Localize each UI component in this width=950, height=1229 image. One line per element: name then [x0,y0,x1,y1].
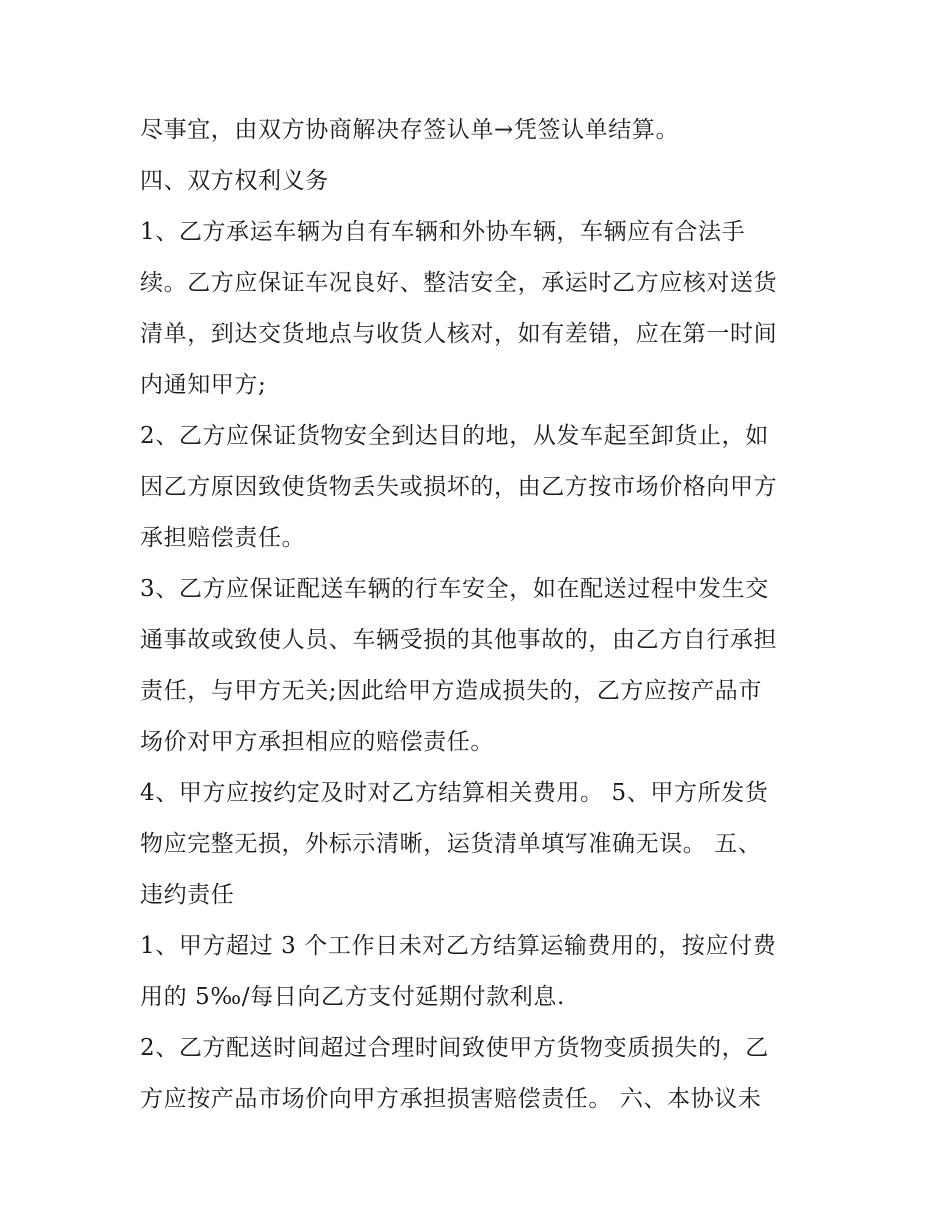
text-line: 1、乙方承运车辆为自有车辆和外协车辆，车辆应有合法手 [140,219,746,245]
text-line: 续。乙方应保证车况良好、整洁安全，承运时乙方应核对送货 [140,270,778,296]
section-heading: 违约责任 [140,882,235,908]
text-line: 3、乙方应保证配送车辆的行车安全，如在配送过程中发生交 [140,576,769,602]
text-line: 4、甲方应按约定及时对乙方结算相关费用。 5、甲方所发货 [140,780,769,806]
text-line: 因乙方原因致使货物丢失或损坏的，由乙方按市场价格向甲方 [140,474,778,500]
text-line: 尽事宜，由双方协商解决存签认单→凭签认单结算。 [140,117,680,143]
text-line: 方应按产品市场价向甲方承担损害赔偿责任。 六、本协议未 [140,1086,762,1112]
text-line: 用的 5‰/每日向乙方支付延期付款利息. [140,984,565,1010]
text-line: 场价对甲方承担相应的赔偿责任。 [140,729,494,755]
text-line: 2、乙方配送时间超过合理时间致使甲方货物变质损失的，乙 [140,1035,769,1061]
text-line: 通事故或致使人员、车辆受损的其他事故的，由乙方自行承担 [140,627,778,653]
text-line: 责任，与甲方无关;因此给甲方造成损失的，乙方应按产品市 [140,678,762,704]
text-line: 内通知甲方; [140,372,267,398]
text-line: 承担赔偿责任。 [140,525,306,551]
text-line: 2、乙方应保证货物安全到达目的地，从发车起至卸货止，如 [140,423,769,449]
section-heading: 四、双方权利义务 [140,168,329,194]
text-line: 清单，到达交货地点与收货人核对，如有差错，应在第一时间 [140,321,778,347]
text-line: 物应完整无损，外标示清晰，运货清单填写准确无误。 五、 [140,831,762,857]
text-line: 1、甲方超过 3 个工作日未对乙方结算运输费用的，按应付费 [140,933,777,959]
